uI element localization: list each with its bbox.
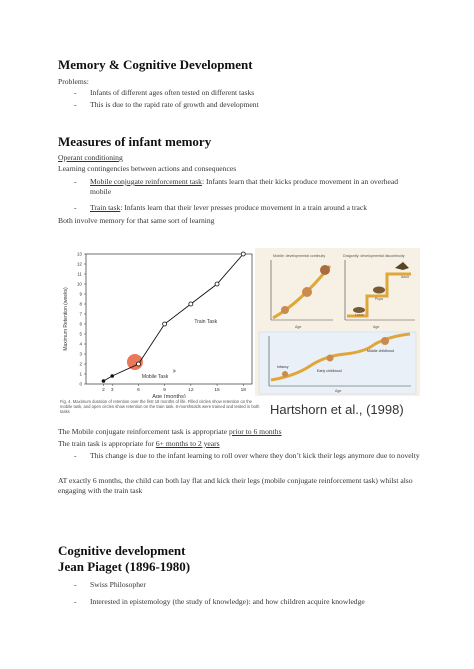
piaget-bullet-1: Swiss Philosopher xyxy=(90,580,146,589)
train-task-label: Train Task xyxy=(194,319,218,325)
note-line-1-emph: prior to 6 months xyxy=(229,427,282,436)
y-tick-label: 4 xyxy=(79,341,82,347)
y-tick-label: 7 xyxy=(79,311,82,317)
development-diagram-figure xyxy=(255,248,420,396)
train-task-item xyxy=(90,203,367,213)
retention-chart xyxy=(60,248,260,398)
problems-label: Problems: xyxy=(58,77,89,86)
piaget-bullet-2: Interested in epistemology (the study of knowledge): and how children acquire knowledge xyxy=(90,597,365,606)
infant-figure xyxy=(281,306,289,314)
development-diagram xyxy=(255,248,420,396)
bullet-dash: - xyxy=(74,88,77,97)
retention-chart-figure xyxy=(60,248,260,398)
note-line-2-emph: 6+ months to 2 years xyxy=(155,439,220,448)
dragonfly-figure xyxy=(395,262,409,270)
bullet-dash: - xyxy=(74,580,77,589)
bottom-label-early: Early childhood xyxy=(317,369,342,373)
x-tick-label: 6 xyxy=(137,388,140,393)
x-tick-label: 18 xyxy=(240,388,246,393)
x-tick-label: 2 xyxy=(102,388,105,393)
y-tick-label: 0 xyxy=(79,381,82,387)
y-tick-label: 8 xyxy=(79,301,82,307)
bullet-dash: - xyxy=(74,100,77,109)
stage-label-larva: Larva xyxy=(355,313,364,317)
train-task-term: Train task xyxy=(90,203,121,212)
note-at-text: AT exactly 6 months, the child can both lay flat and kick their legs (mobile conjugate reinforcement task) whilst also engaging with the train task xyxy=(58,476,413,495)
problem-bullet-1: Infants of different ages often tested on different tasks xyxy=(90,88,255,97)
train-point xyxy=(241,252,245,256)
note-bullet: This change is due to the infant learning to roll over where they don’t kick their legs anymore due to novelty xyxy=(90,451,420,460)
train-point xyxy=(136,362,140,366)
both-text: Both involve memory for that same sort of learning xyxy=(58,216,215,225)
middle-childhood-figure xyxy=(381,337,389,345)
mobile-task-term: Mobile conjugate reinforcement task xyxy=(90,177,202,186)
adult-figure xyxy=(320,265,330,275)
y-tick-label: 11 xyxy=(77,271,82,277)
age-label: Age xyxy=(295,325,302,329)
y-tick-label: 9 xyxy=(79,291,82,297)
y-tick-label: 3 xyxy=(79,351,82,357)
pupa-figure xyxy=(373,287,385,294)
y-tick-label: 13 xyxy=(76,251,82,257)
note-line-2-text: The train task is appropriate for xyxy=(58,439,156,448)
x-tick-label: 3 xyxy=(110,388,114,393)
stage-label-adult: Adult xyxy=(401,275,409,279)
section-title-measures: Measures of infant memory xyxy=(58,134,212,149)
y-tick-label: 6 xyxy=(79,321,82,327)
x-tick-label: 15 xyxy=(214,388,220,393)
figure-caption: Fig. 4. Maximum duration of retention over the first 18 months of life. Filled circles show retention on the mobile task, and open circles show retention on the train task. 6-monthsolds were trained and tested in both tasks xyxy=(60,399,260,415)
bullet-dash: - xyxy=(74,177,77,186)
discontinuity-title: Dragonfly: developmental discontinuity xyxy=(343,254,405,258)
continuity-title: Mobile: developmental continuity xyxy=(273,254,326,258)
section-title-piaget: Jean Piaget (1896-1980) xyxy=(58,559,191,574)
bottom-label-middle: Middle childhood xyxy=(367,349,394,353)
operant-label: Operant conditioning xyxy=(58,153,123,162)
age-label: Age xyxy=(373,325,380,329)
bullet-dash: - xyxy=(74,597,77,606)
infancy-figure xyxy=(282,371,288,377)
section-title-cognitive: Cognitive development xyxy=(58,543,186,558)
early-childhood-figure xyxy=(327,355,334,362)
mobile-point xyxy=(102,379,106,383)
mobile-point xyxy=(110,374,114,378)
bullet-dash: - xyxy=(74,451,77,460)
problem-bullet-2: This is due to the rapid rate of growth and development xyxy=(90,100,259,109)
section-title-memory: Memory & Cognitive Development xyxy=(58,57,253,72)
mobile-task-label: Mobile Task xyxy=(141,374,169,380)
y-tick-label: 2 xyxy=(79,361,82,367)
operant-desc: Learning contingencies between actions and consequences xyxy=(58,164,237,173)
y-tick-label: 12 xyxy=(76,261,82,267)
y-tick-label: 10 xyxy=(76,281,82,287)
bottom-panel xyxy=(259,332,416,394)
x-tick-label: 9 xyxy=(163,388,166,393)
mobile-task-item xyxy=(90,177,420,197)
train-point xyxy=(215,282,219,286)
mobile-task-desc: : Infants learn that their kicks produce movement in an overhead mobile xyxy=(90,177,399,196)
x-axis-label: Age (months) xyxy=(152,394,186,398)
train-task-desc: : Infants learn that their lever presses produce movement in a train around a track xyxy=(120,203,368,212)
train-point xyxy=(163,322,167,326)
citation: Hartshorn et al., (1998) xyxy=(270,402,404,417)
stage-label-pupa: Pupa xyxy=(375,297,383,301)
bottom-label-infancy: Infancy xyxy=(277,365,289,369)
x-tick-label: 12 xyxy=(188,388,194,393)
bullet-dash: - xyxy=(74,203,77,212)
six-month-highlight xyxy=(127,354,143,370)
y-tick-label: 1 xyxy=(79,371,82,377)
train-point xyxy=(189,302,193,306)
y-axis-label: Maximum Retention (weeks) xyxy=(63,287,69,351)
note-line-1 xyxy=(58,427,282,437)
note-line-2 xyxy=(58,439,220,449)
child-figure xyxy=(302,287,312,297)
note-line-1-text: The Mobile conjugate reinforcement task is appropriate xyxy=(58,427,230,436)
y-tick-label: 5 xyxy=(79,331,82,337)
age-label: Age xyxy=(335,389,342,393)
